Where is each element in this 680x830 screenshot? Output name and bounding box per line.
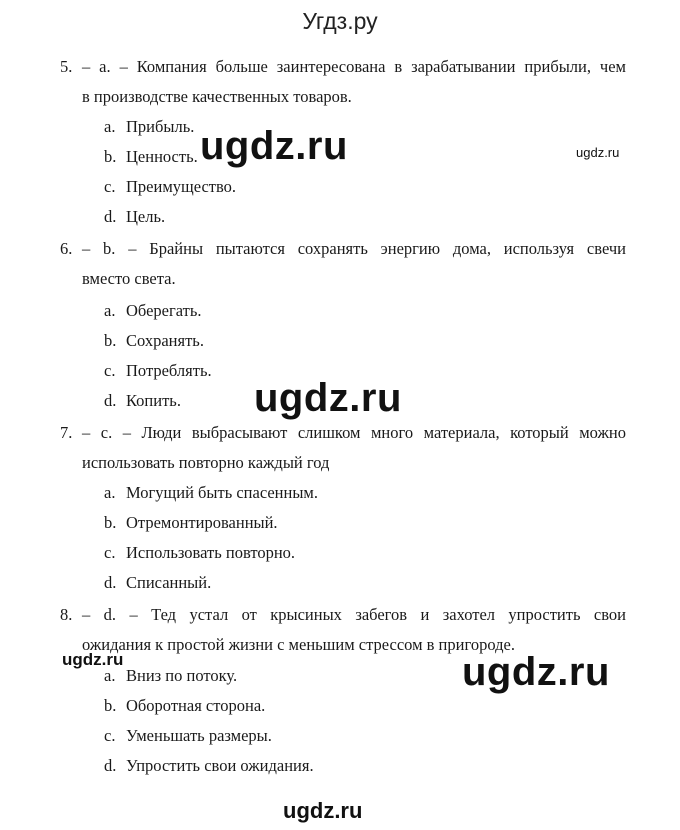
option-text: Упростить свои ожидания. (126, 756, 314, 775)
option-letter: d. (104, 573, 117, 592)
option-text: Оборотная сторона. (126, 696, 266, 715)
option-letter: d. (104, 756, 117, 775)
option-text: Использовать повторно. (126, 543, 296, 562)
q7-option-a (104, 478, 318, 508)
question-number: 5. (60, 57, 73, 76)
question-7-line1 (60, 418, 626, 448)
question-text: – c. – Люди выбрасывают слишком много материала, который можно (82, 423, 626, 442)
question-6-line1 (60, 234, 626, 264)
q6-option-a (104, 296, 202, 326)
option-text: Вниз по потоку. (126, 666, 238, 685)
question-8-line1 (60, 600, 626, 630)
watermark-ugdz-4: ugdz.ru (62, 650, 124, 669)
option-letter: d. (104, 391, 117, 410)
q7-option-b (104, 508, 278, 538)
question-7 (60, 418, 626, 478)
option-letter: b. (104, 513, 117, 532)
watermark-ugdz-5: ugdz.ru (462, 650, 610, 694)
q6-option-c (104, 356, 212, 386)
question-text: – a. – Компания больше заинтересована в зарабатывании прибыли, чем (82, 57, 626, 76)
option-text: Могущий быть спасенным. (126, 483, 318, 502)
option-letter: c. (104, 177, 116, 196)
option-text: Уменьшать размеры. (126, 726, 272, 745)
watermark-ugdz-2: ugdz.ru (576, 145, 620, 160)
option-text: Потреблять. (126, 361, 212, 380)
option-letter: d. (104, 207, 117, 226)
option-text: Ценность. (126, 147, 198, 166)
q8-option-c (104, 721, 272, 751)
option-letter: c. (104, 361, 116, 380)
option-letter: c. (104, 726, 116, 745)
question-text: – b. – Брайны пытаются сохранять энергию дома, используя свечи (82, 239, 626, 258)
option-letter: a. (104, 666, 116, 685)
q6-option-b (104, 326, 204, 356)
question-5-line2: в производстве качественных товаров. (82, 87, 352, 106)
q7-option-c (104, 538, 295, 568)
watermark-ugdz-3: ugdz.ru (254, 376, 402, 420)
option-text: Списанный. (126, 573, 212, 592)
option-letter: b. (104, 331, 117, 350)
q6-option-d (104, 386, 181, 416)
site-title: Угдз.ру (302, 8, 378, 34)
option-letter: b. (104, 147, 117, 166)
option-text: Копить. (126, 391, 181, 410)
q5-option-b (104, 142, 198, 172)
question-text: – d. – Тед устал от крысиных забегов и захотел упростить свои (82, 605, 626, 624)
q5-option-a (104, 112, 194, 142)
option-text: Преимущество. (126, 177, 237, 196)
option-letter: a. (104, 117, 116, 136)
question-7-line2: использовать повторно каждый год (82, 453, 330, 472)
question-number: 6. (60, 239, 73, 258)
q8-option-d (104, 751, 314, 781)
option-letter: c. (104, 543, 116, 562)
option-text: Цель. (126, 207, 166, 226)
question-8-line2: ожидания к простой жизни с меньшим стрессом в пригороде. (82, 635, 515, 654)
question-number: 8. (60, 605, 73, 624)
option-text: Прибыль. (126, 117, 195, 136)
q5-option-d (104, 202, 165, 232)
q8-option-a (104, 661, 237, 691)
option-letter: a. (104, 483, 116, 502)
watermark-ugdz-6: ugdz.ru (283, 798, 363, 823)
question-5 (60, 52, 626, 112)
option-letter: a. (104, 301, 116, 320)
option-text: Отремонтированный. (126, 513, 278, 532)
q7-option-d (104, 568, 211, 598)
question-5-line1 (60, 52, 626, 82)
watermark-ugdz-1: ugdz.ru (200, 124, 348, 168)
option-text: Оберегать. (126, 301, 202, 320)
option-letter: b. (104, 696, 117, 715)
option-text: Сохранять. (126, 331, 204, 350)
question-6-line2: вместо света. (82, 269, 176, 288)
question-6 (60, 234, 626, 294)
question-number: 7. (60, 423, 73, 442)
q8-option-b (104, 691, 265, 721)
q5-option-c (104, 172, 236, 202)
